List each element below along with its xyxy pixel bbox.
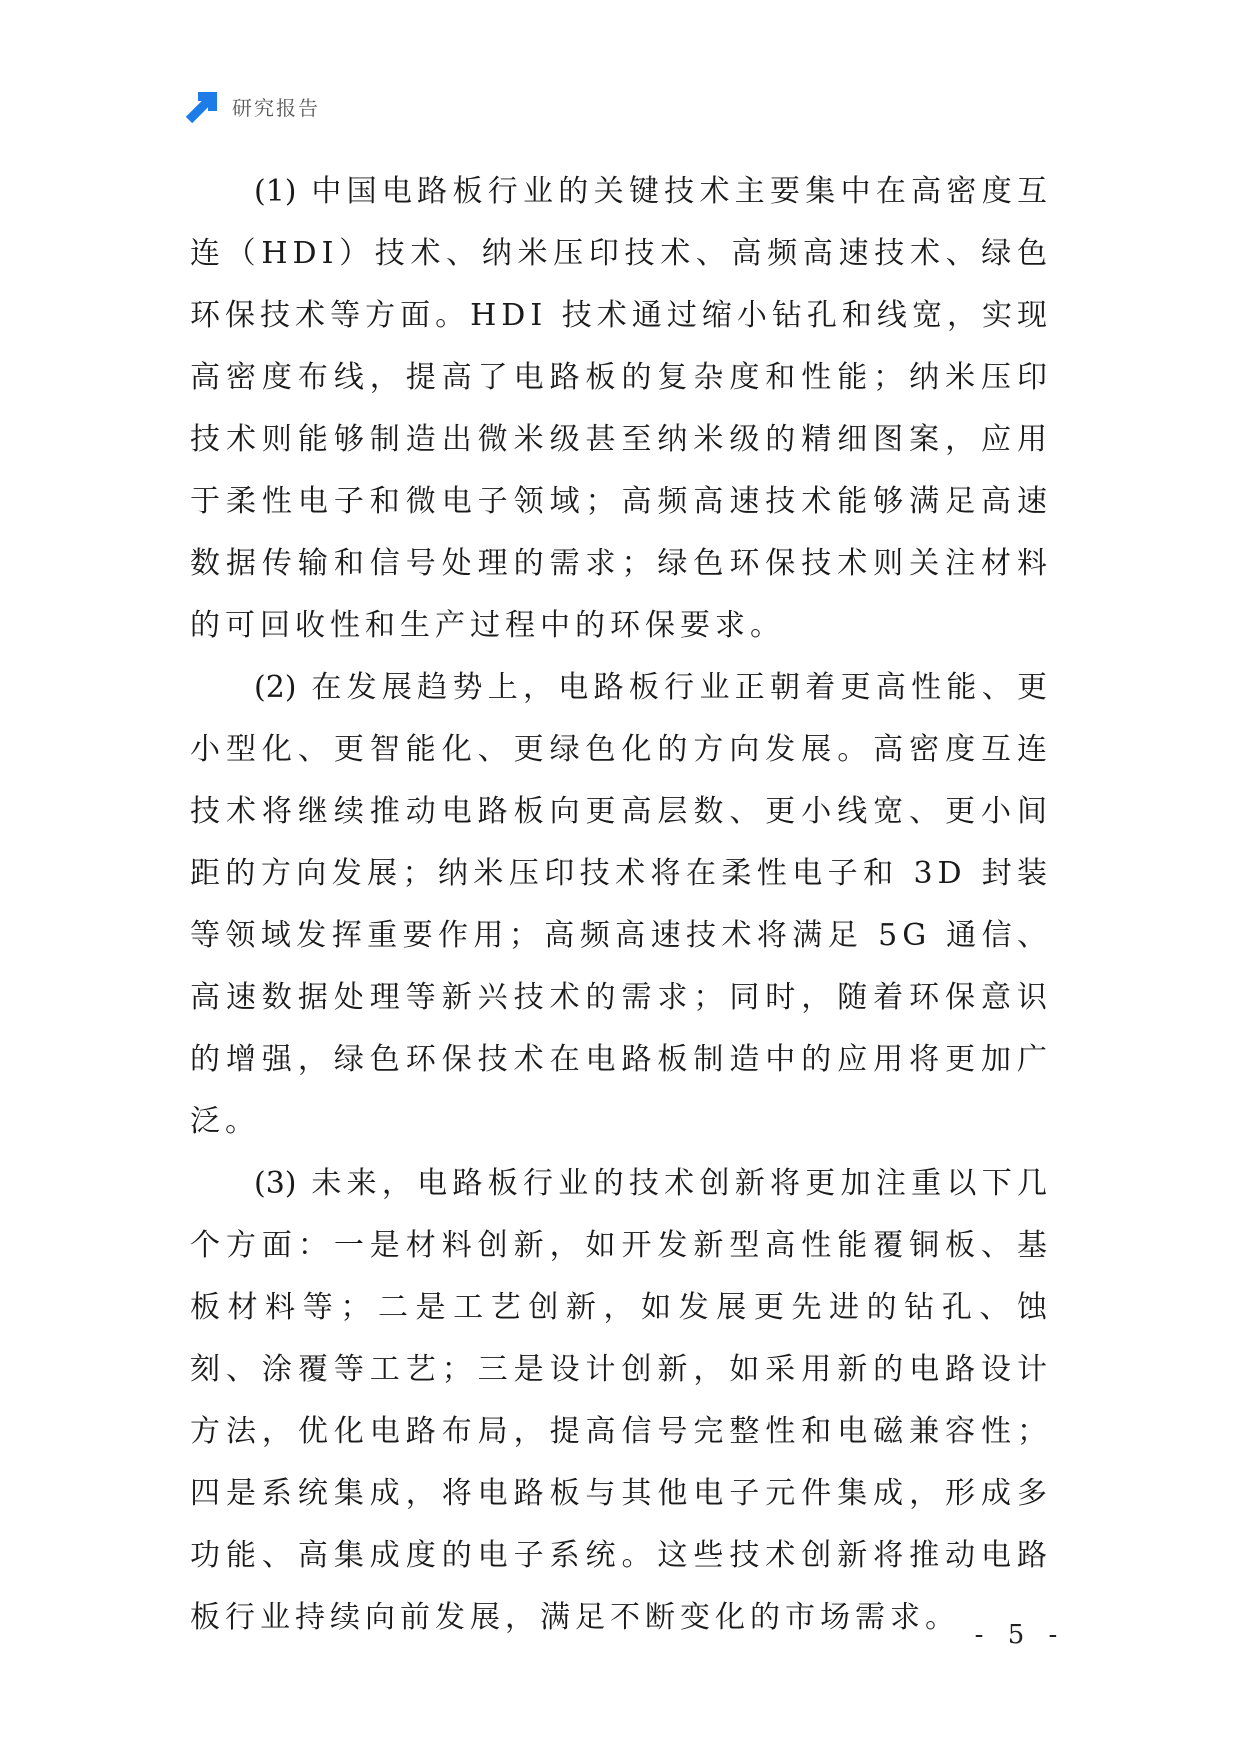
report-header xyxy=(186,88,320,124)
paragraph-number: (3) xyxy=(254,1166,297,1201)
paragraph-text: 未来，电路板行业的技术创新将更加注重以下几个方面：一是材料创新，如开发新型高性能覆铜板、基板材料等；二是工艺创新，如发展更先进的钻孔、蚀刻、涂覆等工艺；三是设计创新，如采用新的电路设计方法，优化电路布局，提高信号完整性和电磁兼容性；四是系统集成，将电路板与其他电子元件集成，形成多功能、高集成度的电子系统。这些技术创新将推动电路板行业持续向前发展，满足不断变化的市场需求。 xyxy=(190,1166,1052,1635)
paragraph-number: (1) xyxy=(254,174,297,209)
page-number: - 5 - xyxy=(974,1620,1066,1650)
document-body xyxy=(190,161,1052,1649)
arrow-up-right-icon xyxy=(186,89,220,123)
paragraph-number: (2) xyxy=(254,670,297,705)
header-title: 研究报告 xyxy=(232,95,320,120)
paragraph-3 xyxy=(190,1153,1052,1649)
paragraph-1 xyxy=(190,161,1052,657)
paragraph-text: 中国电路板行业的关键技术主要集中在高密度互连（HDI）技术、纳米压印技术、高频高速技术、绿色环保技术等方面。HDI 技术通过缩小钻孔和线宽，实现高密度布线，提高了电路板的复杂度和性能；纳米压印技术则能够制造出微米级甚至纳米级的精细图案，应用于柔性电子和微电子领域；高频高速技术能够满足高速数据传输和信号处理的需求；绿色环保技术则关注材料的可回收性和生产过程中的环保要求。 xyxy=(190,174,1052,643)
paragraph-2 xyxy=(190,657,1052,1153)
paragraph-text: 在发展趋势上，电路板行业正朝着更高性能、更小型化、更智能化、更绿色化的方向发展。高密度互连技术将继续推动电路板向更高层数、更小线宽、更小间距的方向发展；纳米压印技术将在柔性电子和 3D 封装等领域发挥重要作用；高频高速技术将满足 5G 通信、高速数据处理等新兴技术的需求；同时，随着环保意识的增强，绿色环保技术在电路板制造中的应用将更加广泛。 xyxy=(190,670,1052,1139)
